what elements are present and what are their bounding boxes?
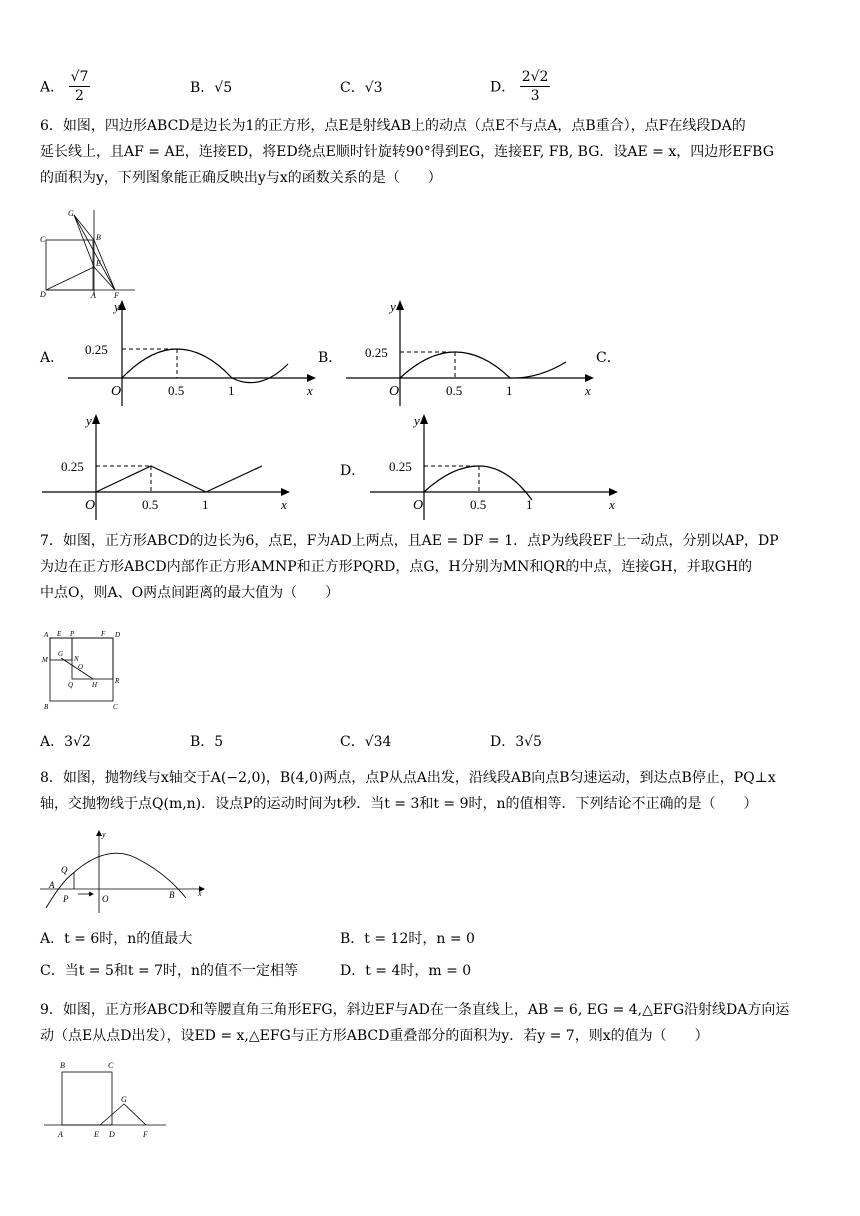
svg-text:x: x bbox=[198, 889, 202, 898]
q8-option-d: D．t = 4时，m = 0 bbox=[340, 963, 472, 979]
svg-text:1: 1 bbox=[526, 497, 533, 512]
q8-figure bbox=[36, 828, 211, 918]
q7-option-b: B．5 bbox=[190, 734, 224, 750]
q6-option-d-label: D． bbox=[340, 463, 366, 479]
svg-text:Q: Q bbox=[61, 865, 68, 875]
svg-text:0.5: 0.5 bbox=[470, 497, 487, 512]
svg-text:D: D bbox=[40, 290, 46, 299]
svg-text:B: B bbox=[60, 1061, 65, 1070]
q5-option-c: C．√3 bbox=[340, 80, 383, 96]
svg-text:E: E bbox=[94, 1130, 99, 1139]
svg-text:0.25: 0.25 bbox=[389, 459, 412, 474]
q8-text: 8．如图，抛物线与x轴交于A(−2,0)，B(4,0)两点，点P从点A出发，沿线段AB向点B匀速运动，到达点B停止，PQ⊥x 轴，交抛物线于点Q(m,n)．设点P的运动时间为t秒．当t = 3和t = 9时，n的值相等．下列结论不正确的是（ ） bbox=[40, 770, 776, 812]
q6-option-b-graph bbox=[340, 296, 600, 411]
svg-text:0.5: 0.5 bbox=[142, 497, 159, 512]
svg-text:0.25: 0.25 bbox=[61, 459, 84, 474]
svg-text:y: y bbox=[114, 299, 120, 314]
q5-d-fraction: $\frac{2√2}{3}$ bbox=[521, 69, 549, 104]
svg-text:B: B bbox=[96, 233, 101, 242]
q6-option-d-graph bbox=[364, 410, 624, 525]
svg-text:y: y bbox=[390, 299, 396, 314]
svg-text:O: O bbox=[102, 894, 109, 904]
q6-option-a-label: A． bbox=[40, 350, 65, 366]
q8-option-b: B．t = 12时，n = 0 bbox=[340, 931, 475, 947]
svg-text:C: C bbox=[108, 1061, 114, 1070]
svg-text:y: y bbox=[414, 413, 420, 428]
svg-text:G: G bbox=[58, 650, 64, 658]
svg-text:G: G bbox=[121, 1095, 127, 1104]
svg-text:O: O bbox=[111, 384, 122, 399]
svg-text:1: 1 bbox=[202, 497, 209, 512]
svg-text:y: y bbox=[102, 830, 106, 839]
q6-option-c-label: C． bbox=[596, 350, 621, 366]
svg-text:0.25: 0.25 bbox=[85, 342, 108, 357]
svg-text:x: x bbox=[609, 497, 615, 512]
q5-option-d: D． $\frac{2√2}{3}$ bbox=[490, 69, 549, 104]
svg-text:F: F bbox=[114, 291, 119, 300]
svg-text:0.25: 0.25 bbox=[365, 345, 388, 360]
svg-text:O: O bbox=[389, 384, 400, 399]
svg-text:E: E bbox=[96, 259, 101, 268]
q8-option-c: C．当t = 5和t = 7时，n的值不一定相等 bbox=[40, 963, 299, 979]
q5-a-fraction: $\frac{√7}{2}$ bbox=[70, 69, 89, 104]
svg-text:D: D bbox=[115, 631, 121, 639]
svg-text:C: C bbox=[40, 235, 46, 244]
q6-option-a-graph bbox=[62, 296, 322, 411]
svg-text:O: O bbox=[85, 498, 96, 513]
svg-text:A: A bbox=[44, 631, 49, 639]
svg-text:B: B bbox=[44, 703, 49, 711]
svg-text:x: x bbox=[281, 497, 287, 512]
svg-text:x: x bbox=[585, 383, 591, 398]
q6-option-c-graph bbox=[36, 410, 296, 525]
svg-text:1: 1 bbox=[228, 383, 235, 398]
svg-text:O: O bbox=[413, 498, 424, 513]
q7-option-c: C．√34 bbox=[340, 734, 392, 750]
q7-figure bbox=[38, 628, 128, 714]
svg-text:B: B bbox=[169, 890, 175, 900]
q6-text: 6．如图，四边形ABCD是边长为1的正方形，点E是射线AB上的动点（点E不与点A，点B重合），点F在线段DA的 延长线上，且AF = AE，连接ED，将ED绕点E顺时针旋转90°得到EG，连接EF, FB, BG．设AE = x，四边形EFBG 的面积为y，下列图象能正确反映出y与x的函数关系的是（ ） bbox=[40, 118, 774, 186]
svg-text:N: N bbox=[74, 655, 79, 663]
svg-text:Q: Q bbox=[68, 681, 74, 689]
q7-option-a: A．3√2 bbox=[40, 734, 91, 750]
q5-option-b: B．√5 bbox=[190, 80, 233, 96]
svg-text:D: D bbox=[109, 1130, 115, 1139]
svg-text:R: R bbox=[115, 677, 120, 685]
svg-text:H: H bbox=[92, 681, 98, 689]
svg-text:1: 1 bbox=[506, 383, 513, 398]
svg-text:x: x bbox=[307, 383, 313, 398]
q7-text: 7．如图，正方形ABCD的边长为6，点E，F为AD上两点，且AE = DF = 1．点P为线段EF上一动点，分别以AP，DP 为边在正方形ABCD内部作正方形AMNP和正方形PQRD，点G，H分别为MN和QR的中点，连接GH，并取GH的 中点O，则A、O两点间距离的最大值为（ ） bbox=[40, 533, 779, 601]
svg-text:A: A bbox=[58, 1130, 63, 1139]
q6-figure bbox=[30, 205, 140, 300]
svg-text:P: P bbox=[70, 630, 75, 638]
svg-text:0.5: 0.5 bbox=[446, 383, 463, 398]
svg-text:E: E bbox=[57, 630, 62, 638]
q7-option-d: D．3√5 bbox=[490, 734, 542, 750]
svg-text:F: F bbox=[143, 1130, 148, 1139]
svg-text:A: A bbox=[49, 880, 55, 890]
q9-figure bbox=[38, 1056, 168, 1140]
q6-option-b-label: B． bbox=[318, 350, 343, 366]
q9-text: 9．如图，正方形ABCD和等腰直角三角形EFG，斜边EF与AD在一条直线上，AB = 6, EG = 4,△EFG沿射线DA方向运 动（点E从点D出发），设ED = x,△EFG与正方形ABCD重叠部分的面积为y．若y = 7，则x的值为（ ） bbox=[40, 1002, 790, 1044]
svg-text:C: C bbox=[113, 703, 118, 711]
svg-text:O: O bbox=[78, 663, 84, 671]
svg-text:F: F bbox=[101, 630, 106, 638]
svg-text:A: A bbox=[91, 291, 96, 300]
svg-text:G: G bbox=[68, 209, 74, 218]
svg-text:M: M bbox=[42, 656, 48, 664]
svg-text:0.5: 0.5 bbox=[168, 383, 185, 398]
svg-text:y: y bbox=[86, 413, 92, 428]
q8-option-a: A．t = 6时，n的值最大 bbox=[40, 931, 193, 947]
q5-option-a: A． $\frac{√7}{2}$ bbox=[40, 69, 89, 104]
svg-text:P: P bbox=[63, 894, 69, 904]
